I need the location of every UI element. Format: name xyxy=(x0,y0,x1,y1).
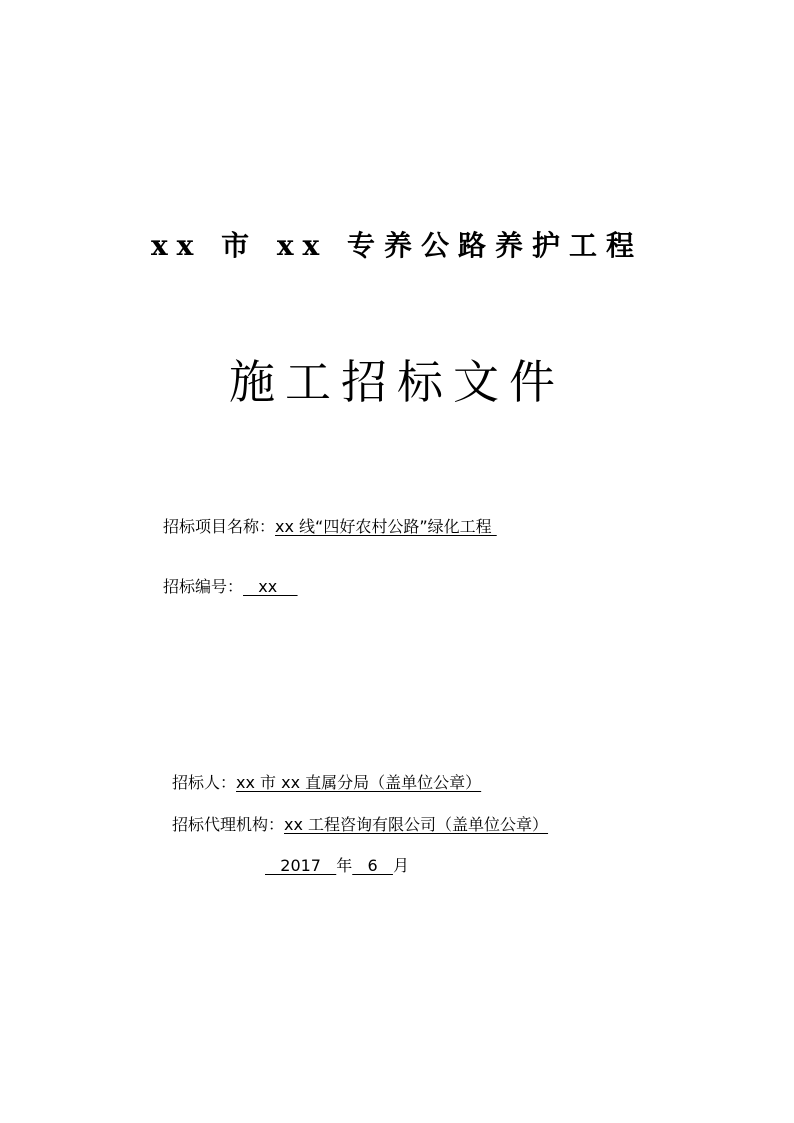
date-year-value: 2017 xyxy=(265,856,337,875)
tenderer-value: xx 市 xx 直属分局（盖单位公章） xyxy=(236,773,482,792)
tender-number-value: xx xyxy=(243,577,298,596)
project-name-label: 招标项目名称： xyxy=(163,517,276,536)
tender-number-line xyxy=(163,576,298,598)
tenderer-label: 招标人： xyxy=(172,773,237,792)
document-title-main: 施工招标文件 xyxy=(229,355,565,409)
agent-value: xx 工程咨询有限公司（盖单位公章） xyxy=(284,815,549,834)
date-line xyxy=(265,855,409,877)
tenderer-line xyxy=(172,772,481,794)
date-month-suffix: 月 xyxy=(392,856,409,875)
project-name-value: xx 线“四好农村公路”绿化工程 xyxy=(275,517,497,536)
agent-line xyxy=(172,814,548,836)
date-month-value: 6 xyxy=(352,856,393,875)
tender-number-label: 招标编号： xyxy=(163,577,244,596)
agent-label: 招标代理机构： xyxy=(172,815,285,834)
document-title-project: xx 市 xx 专养公路养护工程 xyxy=(150,229,644,262)
date-year-suffix: 年 xyxy=(336,856,353,875)
project-name-line xyxy=(163,516,497,538)
